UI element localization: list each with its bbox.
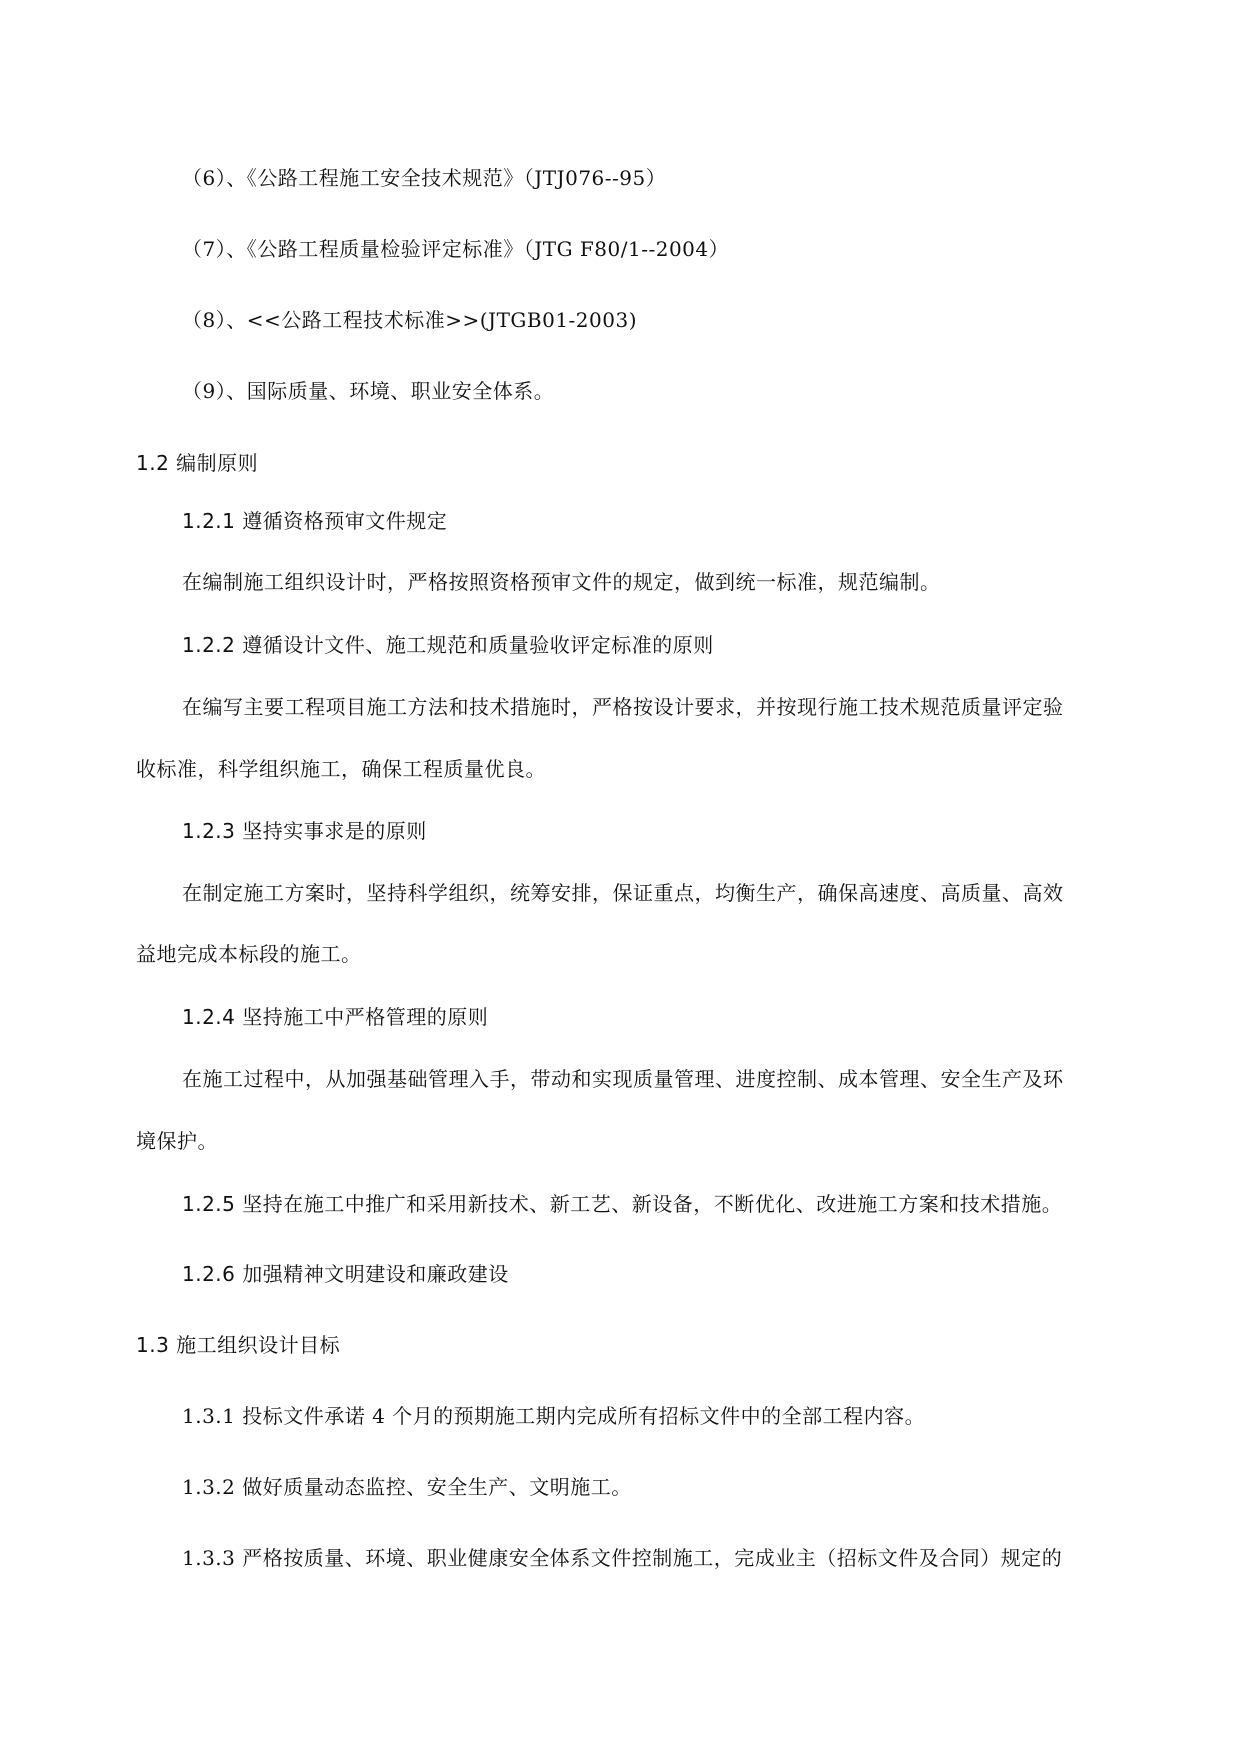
paragraph-1-2-3-line-2: 益地完成本标段的施工。 [136, 942, 362, 966]
section-heading-1-2: 1.2 编制原则 [136, 451, 259, 475]
reference-item-9: （9）、国际质量、环境、职业安全体系。 [182, 379, 555, 403]
section-heading-1-3: 1.3 施工组织设计目标 [136, 1333, 341, 1357]
reference-item-6: （6）、《公路工程施工安全技术规范》（JTJ076--95） [182, 166, 667, 190]
paragraph-1-2-2-line-1: 在编写主要工程项目施工方法和技术措施时，严格按设计要求，并按现行施工技术规范质量评定验 [182, 695, 1064, 719]
reference-item-7: （7）、《公路工程质量检验评定标准》（JTG F80/1--2004） [182, 237, 730, 261]
paragraph-1-2-2-line-2: 收标准，科学组织施工，确保工程质量优良。 [136, 757, 546, 781]
paragraph-1-2-3-line-1: 在制定施工方案时，坚持科学组织，统筹安排，保证重点，均衡生产，确保高速度、高质量、高效 [182, 881, 1064, 905]
paragraph-1-2-4-line-1: 在施工过程中，从加强基础管理入手，带动和实现质量管理、进度控制、成本管理、安全生产及环 [182, 1067, 1064, 1091]
subheading-1-2-6: 1.2.6 加强精神文明建设和廉政建设 [182, 1262, 509, 1286]
item-1-3-3: 1.3.3 严格按质量、环境、职业健康安全体系文件控制施工，完成业主（招标文件及合同）规定的 [182, 1546, 1063, 1570]
paragraph-1-2-1: 在编制施工组织设计时，严格按照资格预审文件的规定，做到统一标准，规范编制。 [182, 570, 941, 594]
paragraph-1-2-4-line-2: 境保护。 [136, 1129, 218, 1153]
subheading-1-2-3: 1.2.3 坚持实事求是的原则 [182, 819, 427, 843]
subheading-1-2-5: 1.2.5 坚持在施工中推广和采用新技术、新工艺、新设备，不断优化、改进施工方案和技术措施。 [182, 1192, 1063, 1216]
item-1-3-1: 1.3.1 投标文件承诺 4 个月的预期施工期内完成所有招标文件中的全部工程内容。 [182, 1404, 926, 1428]
item-1-3-2: 1.3.2 做好质量动态监控、安全生产、文明施工。 [182, 1475, 632, 1499]
subheading-1-2-2: 1.2.2 遵循设计文件、施工规范和质量验收评定标准的原则 [182, 633, 714, 657]
subheading-1-2-4: 1.2.4 坚持施工中严格管理的原则 [182, 1005, 489, 1029]
reference-item-8: （8）、<<公路工程技术标准>>(JTGB01-2003) [182, 308, 637, 332]
subheading-1-2-1: 1.2.1 遵循资格预审文件规定 [182, 509, 448, 533]
